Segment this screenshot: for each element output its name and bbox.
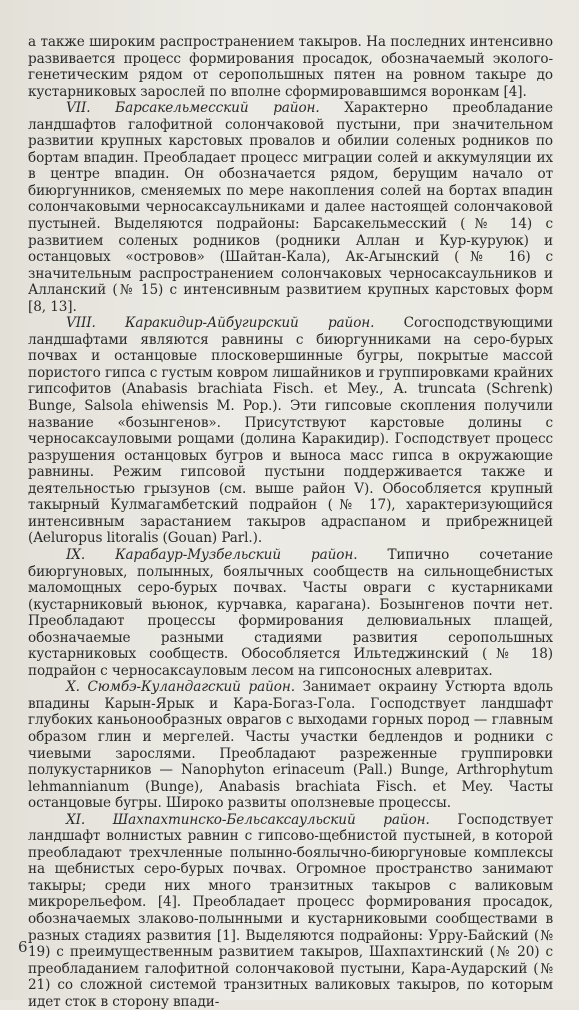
section-heading: VIII. Каракидир-Айбугирский район. [66,315,375,332]
page-number: 6 [18,938,28,956]
section-viii [28,315,553,547]
section-text: Типично сочетание биюргуновых, полынных, боялычных сообществ на сильнощебнистых маломощных серо-бурых почвах. Часты овраги с кустарниками (кустарниковый вьюнок, курчавка, карагана). Бозынгенов почти нет. Преобладают процессы формирования делювиальных плащей, обозначаемые разными стадиями развития серопольшных кустарниковых сообществ. Обособляется Ильтеджинский (№ 18) подрайон с черносаксауловым лесом на гипсоносных алевритах. [28,546,553,679]
section-text: Характерно преобладание ландшафтов галофитной солончаковой пустыни, при значительном развитии крупных карстовых провалов и обилии соленых родников по бортам впадин. Преобладает процесс миграции солей и аккумуляции их в центре впадин. Он обозначается рядом, берущим начало от биюргунников, сменяемых по мере накопления солей на бортах впадин солончаковыми черносаксаульниками и далее настоящей солончаковой пустыней. Выделяются подрайоны: Барсакельмесский (№ 14) с развитием соленых родников (родники Аллан и Кур-куруюк) и останцовых «островов» (Шайтан-Кала), Ак-Агынский (№ 16) с значительным распространением солончаковых черносаксаульников и Алланский (№ 15) с интенсивным развитием крупных карстовых форм [8, 13]. [28,100,553,315]
section-vii [28,100,553,315]
section-x [28,679,553,811]
section-xi [28,812,553,1010]
section-text: Занимает окраину Устюрта вдоль впадины Карын-Ярык и Кара-Богаз-Гола. Господствует ландшафт глубоких каньонообразных оврагов с выходами горных пород — главным образом глин и мергелей. Часты участки бедлендов и родники с чиевыми зарослями. Преобладают разреженные группировки полукустарников — Nanophyton erinaceum (Pall.) Bunge, Arthrophytum lehmannianum (Bunge), Anabasis brachiata Fisch. et Mey. Часты останцовые бугры. Широко развиты оползневые процессы. [28,679,553,812]
section-heading: IX. Карабаур-Музбельский район. [66,546,358,563]
body-text [28,34,553,1010]
section-heading: VII. Барсакельмесский район. [66,100,320,117]
continuation-paragraph: а также широким распространением такыров. На последних интенсивно развивается процесс формирования просадок, обозначаемый эколого-генетическим рядом от серопольшных пятен на ровном такыре до кустарниковых зарослей по вполне сформировавшимся воронкам [4]. [28,34,553,100]
section-heading: XI. Шахпахтинско-Бельсаксаульский район. [66,811,430,828]
section-heading: X. Сюмбэ-Куландагский район. [66,679,295,696]
section-ix [28,547,553,679]
section-text: Господствует ландшафт волнистых равнин с гипсово-щебнистой пустыней, в которой преобладают трехчленные полынно-боялычно-биюргуновые комплексы на щебнистых серо-бурых почвах. Огромное пространство занимают такыры; среди них много транзитных такыров с валиковым микрорельефом. [4]. Преобладает процесс формирования просадок, обозначаемых злаково-полынными и кустарниковыми сообществами в разных стадиях развития [1]. Выделяются подрайоны: Урру-Байский (№ 19) с преимущественным развитием такыров, Шахпахтинский (№ 20) с преобладанием галофитной солончаковой пустыни, Кара-Аударский (№ 21) со сложной системой транзитных валиковых такыров, по которым идет сток в сторону впади- [28,811,553,1010]
section-text: Согосподствующими ландшафтами являются равнины с биюргунниками на серо-бурых почвах и останцовые плосковершинные бугры, покрытые массой пористого гипса с густым ковром лишайников и группировками крайних гипсофитов (Anabasis brachiata Fisch. et Mey., A. truncata (Schrenk) Bunge, Salsola ehiwensis M. Pop.). Эти гипсовые скопления получили название «бозынгенов». Присутствуют карстовые долины с черносаксауловыми рощами (долина Каракидир). Господствует процесс разрушения останцовых бугров и выноса масс гипса в окружающие равнины. Режим гипсовой пустыни поддерживается также и деятельностью грызунов (см. выше район V). Обособляется крупный такырный Кулмагамбетский подрайон (№ 17), характеризующийся интенсивным зарастанием такыров адраспаном и прибрежницей (Aeluropus litoralis (Gouan) Parl.). [28,315,554,547]
